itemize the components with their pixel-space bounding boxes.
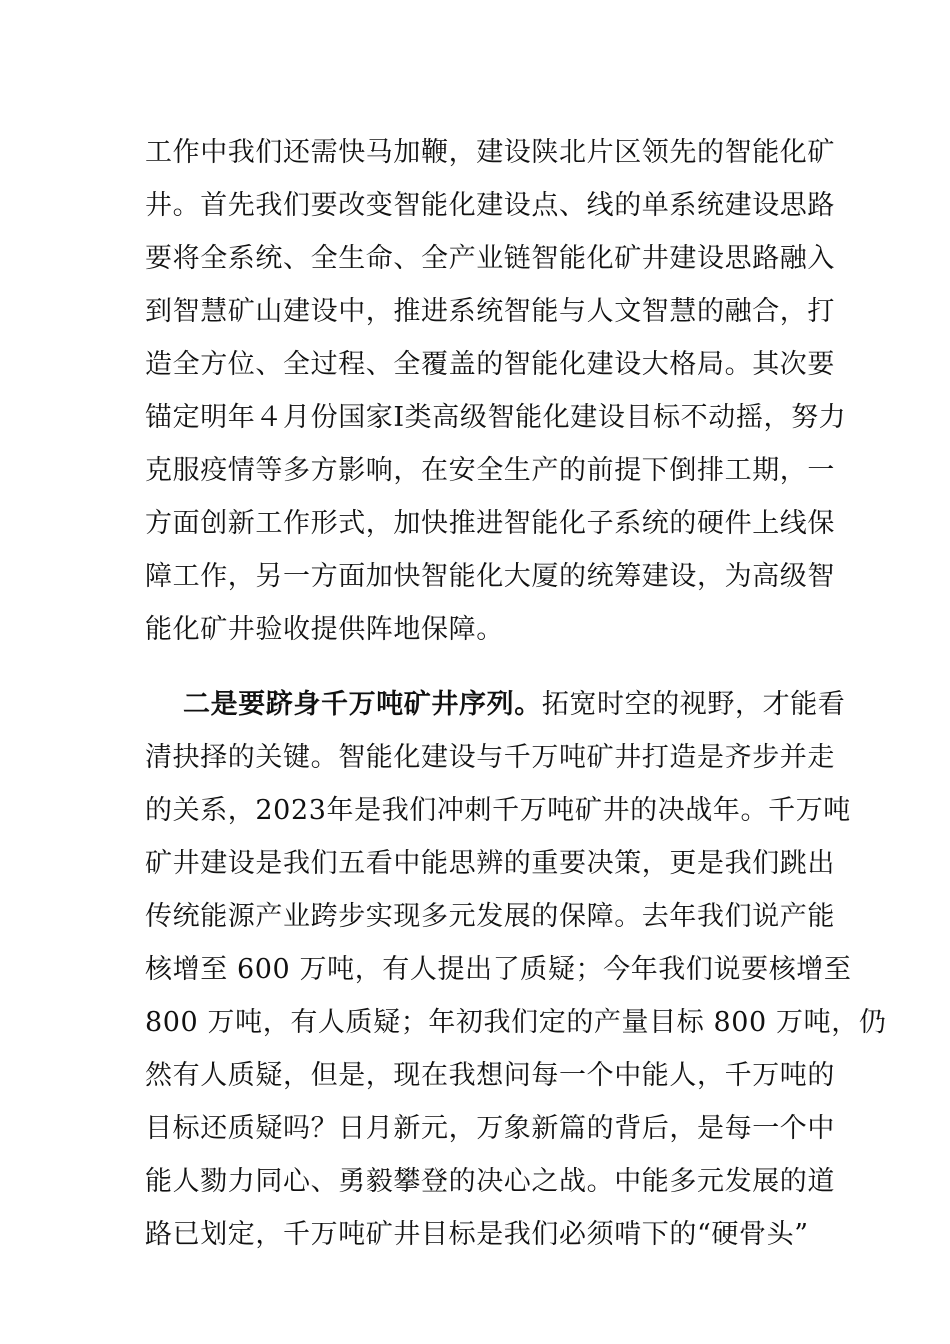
text-line: 目标还质疑吗？日月新元，万象新篇的背后，是每一个中 (145, 1113, 835, 1144)
paragraph-smart-mine (145, 126, 847, 656)
text-line: 核增至 600 万吨，有人提出了质疑；今年我们说要核增至 (145, 954, 852, 985)
text-line: 路已划定，千万吨矿井目标是我们必须啃下的“硬骨头” (145, 1219, 809, 1250)
section-heading: 二是要跻身千万吨矿井序列。 (183, 689, 542, 720)
text-line: 的关系，2023年是我们冲刺千万吨矿井的决战年。千万吨 (145, 795, 851, 826)
text-line: 要将全系统、全生命、全产业链智能化矿井建设思路融入 (145, 243, 835, 274)
document-body (145, 126, 887, 1261)
text-line: 克服疫情等多方影响，在安全生产的前提下倒排工期，一 (145, 455, 835, 486)
text-line: 锚定明年４月份国家Ⅰ类高级智能化建设目标不动摇，努力 (145, 402, 847, 433)
paragraph-spacer (145, 656, 805, 678)
text-line: 工作中我们还需快马加鞭，建设陕北片区领先的智能化矿 (145, 137, 835, 168)
text-line: 井。首先我们要改变智能化建设点、线的单系统建设思路 (145, 190, 835, 221)
text-line: 然有人质疑，但是，现在我想问每一个中能人，千万吨的 (145, 1060, 835, 1091)
text-line: 能人勠力同心、勇毅攀登的决心之战。中能多元发展的道 (145, 1166, 835, 1197)
text-line-first (145, 678, 846, 731)
text-line: 能化矿井验收提供阵地保障。 (145, 614, 504, 645)
text-line: 清抉择的关键。智能化建设与千万吨矿井打造是齐步并走 (145, 742, 835, 773)
text-line: 到智慧矿山建设中，推进系统智能与人文智慧的融合，打 (145, 296, 835, 327)
text-line: 障工作，另一方面加快智能化大厦的统筹建设，为高级智 (145, 561, 835, 592)
paragraph-ten-million-ton (145, 678, 887, 1261)
text-line: 造全方位、全过程、全覆盖的智能化建设大格局。其次要 (145, 349, 835, 380)
text-line: 传统能源产业跨步实现多元发展的保障。去年我们说产能 (145, 901, 835, 932)
text-line: 方面创新工作形式，加快推进智能化子系统的硬件上线保 (145, 508, 835, 539)
text-line: 矿井建设是我们五看中能思辨的重要决策，更是我们跳出 (145, 848, 835, 879)
text-line: 800 万吨，有人质疑；年初我们定的产量目标 800 万吨，仍 (145, 1007, 887, 1038)
heading-line-rest: 拓宽时空的视野，才能看 (541, 689, 846, 720)
